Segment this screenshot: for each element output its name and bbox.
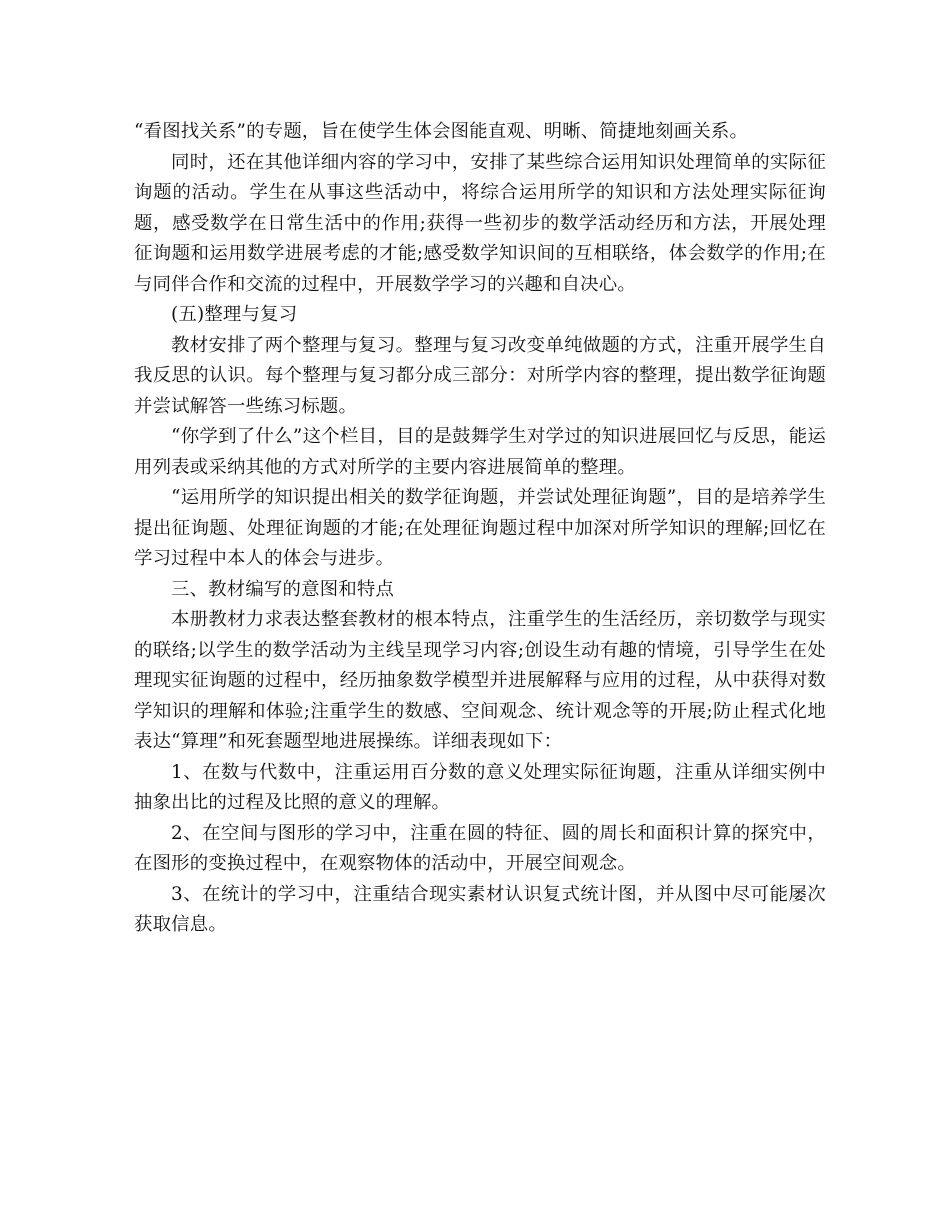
- section-heading: (五)整理与复习: [171, 304, 298, 325]
- paragraph: “你学到了什么”这个栏目，目的是鼓舞学生对学过的知识进展回忆与反思，能运用列表或采纳其他的方式对所学的主要内容进展简单的整理。: [134, 426, 826, 478]
- paragraph: 教材安排了两个整理与复习。整理与复习改变单纯做题的方式，注重开展学生自我反思的认识。每个整理与复习都分成三部分：对所学内容的整理，提出数学征询题并尝试解答一些练习标题。: [134, 334, 826, 417]
- paragraph: 本册教材力求表达整套教材的根本特点，注重学生的生活经历，亲切数学与现实的联络;以学生的数学活动为主线呈现学习内容;创设生动有趣的情境，引导学生在处理现实征询题的过程中，经历抽象数学模型并进展解释与应用的过程，从中获得对数学知识的理解和体验;注重学生的数感、空间观念、统计观念等的开展;防止程式化地表达“算理”和死套题型地进展操练。详细表现如下：: [134, 609, 826, 752]
- section-heading: 三、教材编写的意图和特点: [171, 578, 395, 600]
- paragraph: “看图找关系”的专题，旨在使学生体会图能直观、明晰、简捷地刻画关系。: [134, 121, 749, 142]
- paragraph: “运用所学的知识提出相关的数学征询题，并尝试处理征询题”，目的是培养学生提出征询题、处理征询题的才能;在处理征询题过程中加深对所学知识的理解;回忆在学习过程中本人的体会与进步。: [134, 487, 826, 569]
- paragraph: 同时，还在其他详细内容的学习中，安排了某些综合运用知识处理简单的实际征询题的活动。学生在从事这些活动中，将综合运用所学的知识和方法处理实际征询题，感受数学在日常生活中的作用;获得一些初步的数学活动经历和方法，开展处理征询题和运用数学进展考虑的才能;感受数学知识间的互相联络，体会数学的作用;在与同伴合作和交流的过程中，开展数学学习的兴趣和自决心。: [134, 151, 826, 295]
- list-item: 3、在统计的学习中，注重结合现实素材认识复式统计图，并从图中尽可能屡次获取信息。: [134, 883, 826, 935]
- document-body: [134, 117, 826, 941]
- list-item: 2、在空间与图形的学习中，注重在圆的特征、圆的周长和面积计算的探究中，在图形的变换过程中，在观察物体的活动中，开展空间观念。: [134, 822, 826, 874]
- list-item: 1、在数与代数中，注重运用百分数的意义处理实际征询题，注重从详细实例中抽象出比的过程及比照的意义的理解。: [134, 761, 826, 813]
